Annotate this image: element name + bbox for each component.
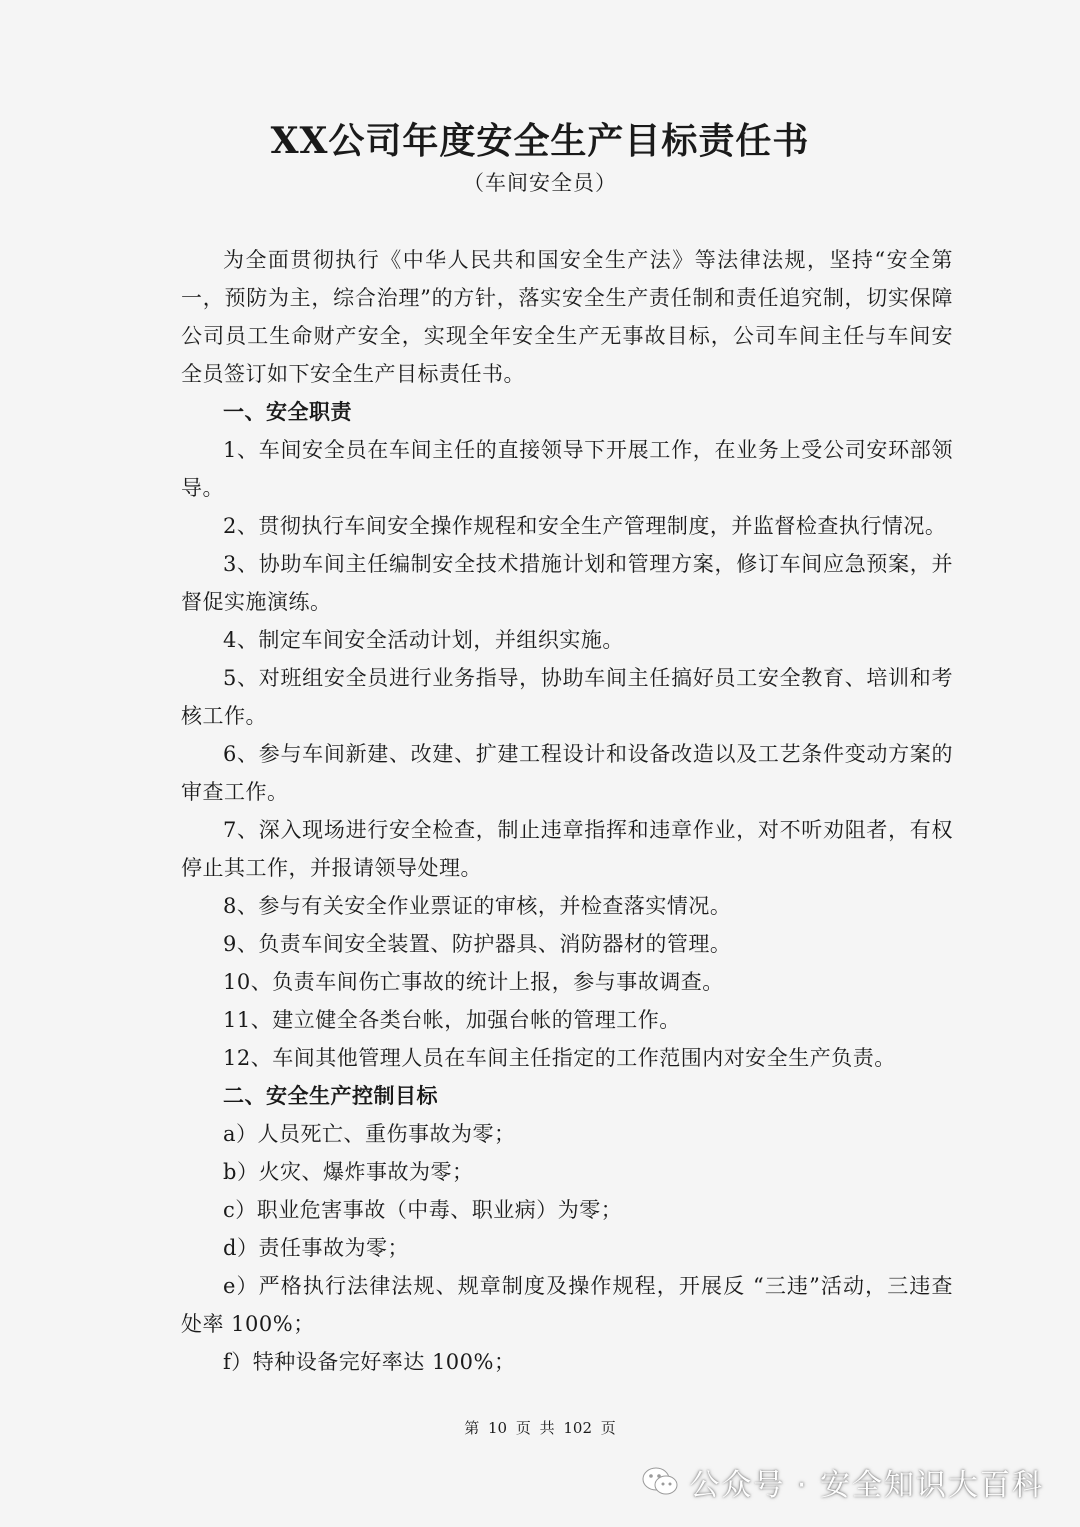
- document-title: XX公司年度安全生产目标责任书: [270, 120, 810, 162]
- duty-item: 8、参与有关安全作业票证的审核，并检查落实情况。: [223, 894, 732, 918]
- duty-item: 9、负责车间安全装置、防护器具、消防器材的管理。: [223, 932, 732, 956]
- target-item: f）特种设备完好率达 100%；: [223, 1350, 516, 1374]
- duty-item: 7、深入现场进行安全检查，制止违章指挥和违章作业，对不听劝阻者，有权停止其工作，并报请领导处理。: [181, 818, 953, 880]
- watermark: [641, 1460, 1044, 1504]
- target-item: e）严格执行法律法规、规章制度及操作规程，开展反 “三违”活动，三违查处率 100%；: [181, 1274, 953, 1336]
- duty-item: 4、制定车间安全活动计划，并组织实施。: [223, 628, 624, 652]
- duty-item: 1、车间安全员在车间主任的直接领导下开展工作，在业务上受公司安环部领导。: [181, 438, 953, 500]
- target-item: c）职业危害事故（中毒、职业病）为零；: [223, 1198, 623, 1222]
- duty-item: 12、车间其他管理人员在车间主任指定的工作范围内对安全生产负责。: [223, 1046, 896, 1070]
- section-heading-duties: 一、安全职责: [223, 399, 352, 424]
- duty-item: 11、建立健全各类台帐，加强台帐的管理工作。: [223, 1008, 681, 1032]
- duty-item: 5、对班组安全员进行业务指导，协助车间主任搞好员工安全教育、培训和考核工作。: [181, 666, 953, 728]
- wechat-icon: [641, 1465, 679, 1499]
- duty-item: 2、贯彻执行车间安全操作规程和安全生产管理制度，并监督检查执行情况。: [223, 514, 947, 538]
- intro-paragraph: 为全面贯彻执行《中华人民共和国安全生产法》等法律法规，坚持“安全第一，预防为主，综合治理”的方针，落实安全生产责任制和责任追究制，切实保障公司员工生命财产安全，实现全年安全生产无事故目标，公司车间主任与车间安全员签订如下安全生产目标责任书。: [181, 248, 953, 386]
- page-number-footer: 第 10 页 共 102 页: [464, 1419, 616, 1437]
- target-item: b）火灾、爆炸事故为零；: [223, 1160, 474, 1184]
- duty-item: 6、参与车间新建、改建、扩建工程设计和设备改造以及工艺条件变动方案的审查工作。: [181, 742, 953, 804]
- document-body: [181, 241, 953, 1381]
- section-heading-targets: 二、安全生产控制目标: [223, 1083, 438, 1108]
- duty-item: 10、负责车间伤亡事故的统计上报，参与事故调查。: [223, 970, 724, 994]
- target-item: a）人员死亡、重伤事故为零；: [223, 1122, 516, 1146]
- duty-item: 3、协助车间主任编制安全技术措施计划和管理方案，修订车间应急预案，并督促实施演练。: [181, 552, 953, 614]
- document-subtitle: （车间安全员）: [463, 171, 617, 195]
- watermark-text: 公众号 · 安全知识大百科: [689, 1468, 1044, 1503]
- target-item: d）责任事故为零；: [223, 1236, 409, 1260]
